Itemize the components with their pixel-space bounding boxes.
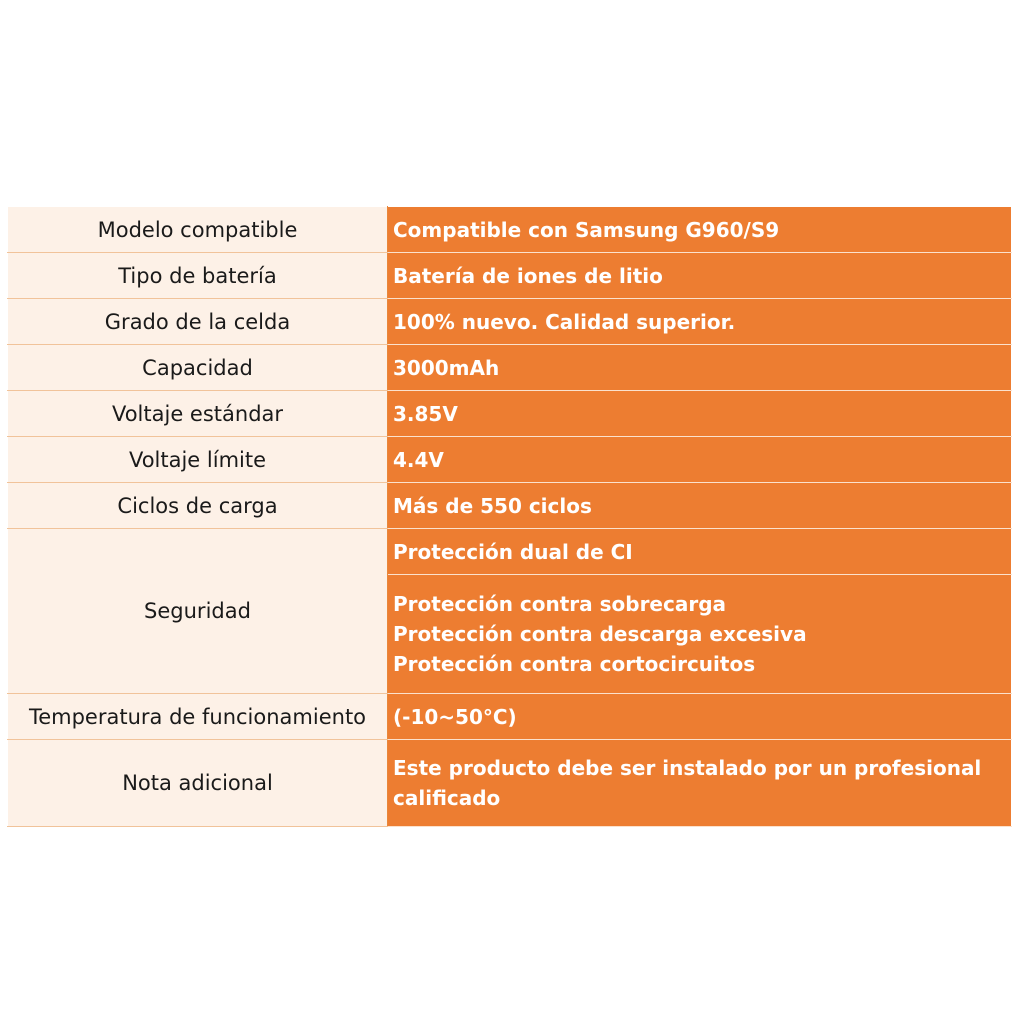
spec-label: Ciclos de carga	[8, 483, 388, 529]
spec-value: 3000mAh	[388, 345, 1012, 391]
spec-value: 100% nuevo. Calidad superior.	[388, 299, 1012, 345]
spec-row-battery-type	[8, 253, 1012, 299]
spec-value-line: Este producto debe ser instalado por un profesional	[393, 756, 982, 780]
spec-row-operating-temperature	[8, 694, 1012, 740]
spec-row-cell-grade	[8, 299, 1012, 345]
spec-label: Temperatura de funcionamiento	[8, 694, 388, 740]
spec-label: Seguridad	[8, 529, 388, 694]
spec-value-line: calificado	[393, 786, 501, 810]
spec-value: Protección dual de CI	[388, 529, 1012, 575]
spec-label: Capacidad	[8, 345, 388, 391]
spec-value: Compatible con Samsung G960/S9	[388, 207, 1012, 253]
spec-value-line: Protección contra descarga excesiva	[393, 622, 807, 646]
spec-label: Nota adicional	[8, 740, 388, 827]
spec-label: Grado de la celda	[8, 299, 388, 345]
spec-row-capacity	[8, 345, 1012, 391]
spec-value-line: Protección contra cortocircuitos	[393, 652, 756, 676]
spec-row-compatible-model	[8, 207, 1012, 253]
spec-value: (-10~50°C)	[388, 694, 1012, 740]
spec-row-standard-voltage	[8, 391, 1012, 437]
spec-value	[388, 575, 1012, 694]
spec-value: 4.4V	[388, 437, 1012, 483]
spec-row-additional-note	[8, 740, 1012, 827]
spec-label: Voltaje límite	[8, 437, 388, 483]
spec-label: Tipo de batería	[8, 253, 388, 299]
spec-value-line: Protección contra sobrecarga	[393, 592, 727, 616]
spec-row-limit-voltage	[8, 437, 1012, 483]
spec-value: 3.85V	[388, 391, 1012, 437]
spec-label: Modelo compatible	[8, 207, 388, 253]
spec-row-security	[8, 529, 1012, 575]
spec-value: Batería de iones de litio	[388, 253, 1012, 299]
battery-spec-table	[7, 206, 1012, 827]
spec-row-charge-cycles	[8, 483, 1012, 529]
spec-value	[388, 740, 1012, 827]
spec-label: Voltaje estándar	[8, 391, 388, 437]
spec-value: Más de 550 ciclos	[388, 483, 1012, 529]
